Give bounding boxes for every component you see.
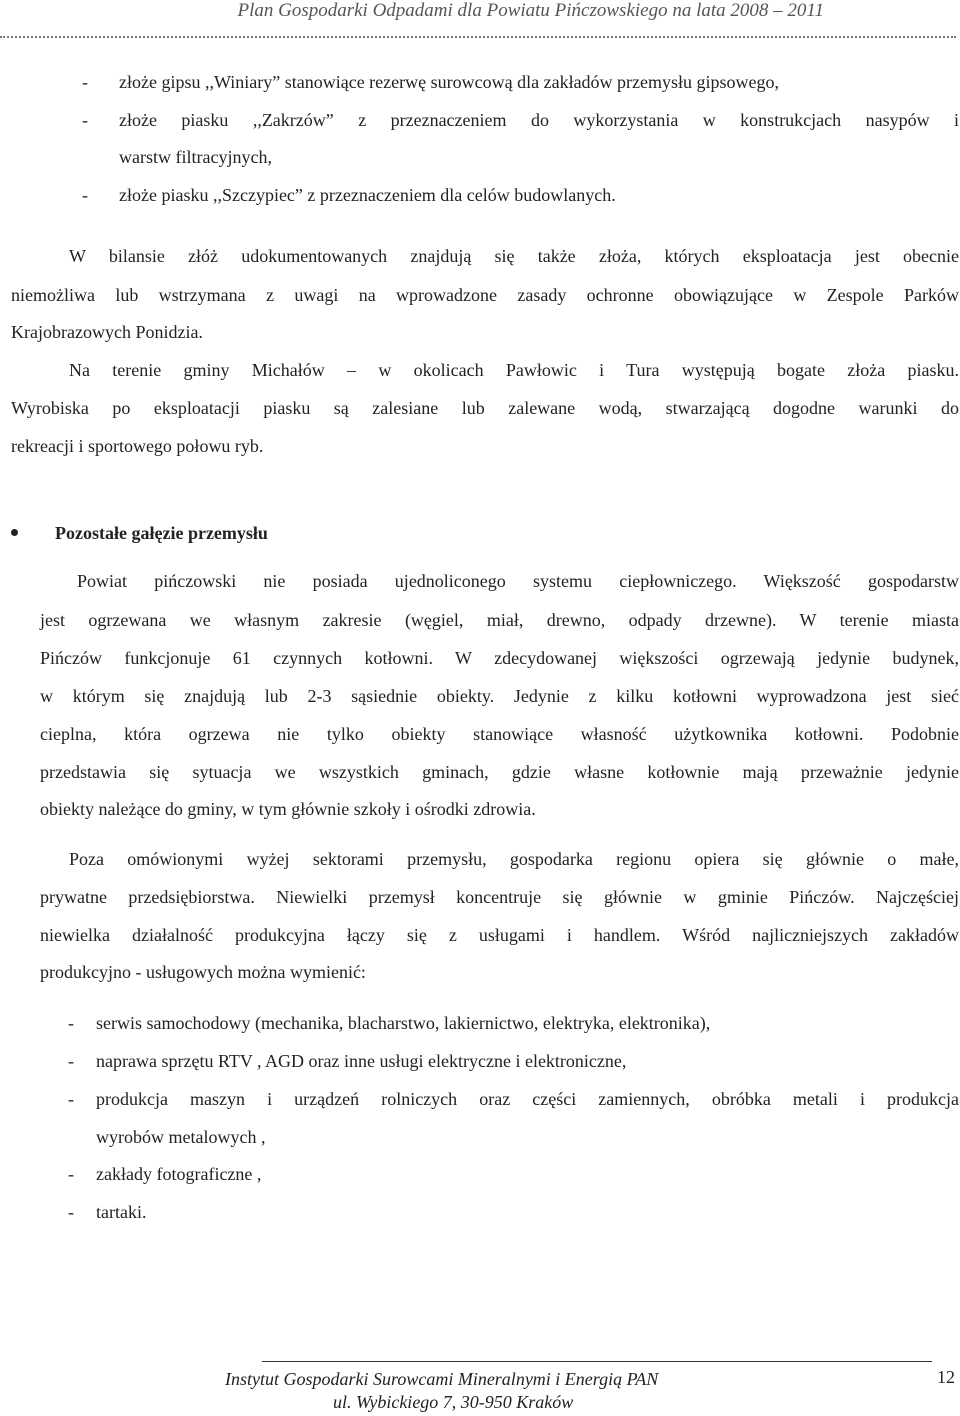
list-item-continuation: warstw filtracyjnych, — [119, 147, 272, 167]
section-heading: Pozostałe gałęzie przemysłu — [55, 523, 268, 543]
paragraph-line: Poza omówionymi wyżej sektorami przemysłu, gospodarka regionu opiera się głównie o małe, — [69, 849, 959, 869]
footer-address: ul. Wybickiego 7, 30-950 Kraków — [333, 1392, 574, 1412]
paragraph-line: W bilansie złóż udokumentowanych znajdują się także złoża, których eksploatacja jest obecnie — [69, 246, 959, 266]
list-dash: - — [68, 1051, 74, 1071]
list-item: tartaki. — [96, 1202, 147, 1222]
footer-divider — [262, 1361, 932, 1362]
list-item-continuation: wyrobów metalowych , — [96, 1127, 266, 1147]
page-header — [0, 0, 960, 28]
paragraph-line: produkcyjno - usługowych można wymienić: — [40, 962, 366, 982]
list-dash: - — [82, 110, 88, 130]
list-item: zakłady fotograficzne , — [96, 1164, 262, 1184]
list-item: serwis samochodowy (mechanika, blacharstwo, lakiernictwo, elektryka, elektronika), — [96, 1013, 711, 1033]
list-item: złoże gipsu ,,Winiary” stanowiące rezerwę surowcową dla zakładów przemysłu gipsowego, — [119, 72, 780, 92]
list-dash: - — [68, 1164, 74, 1184]
paragraph-line: Pińczów funkcjonuje 61 czynnych kotłowni. W zdecydowanej większości ogrzewają jedynie budynek, — [40, 648, 959, 668]
paragraph-line: w którym się znajdują lub 2-3 sąsiednie obiekty. Jedynie z kilku kotłowni wyprowadzona jest sieć — [40, 686, 959, 706]
list-dash: - — [82, 185, 88, 205]
paragraph-line: niemożliwa lub wstrzymana z uwagi na wprowadzone zasady ochronne obowiązujące w Zespole Parków — [11, 285, 959, 305]
list-item: naprawa sprzętu RTV , AGD oraz inne usługi elektryczne i elektroniczne, — [96, 1051, 627, 1071]
page-number: 12 — [937, 1367, 955, 1387]
paragraph-line: prywatne przedsiębiorstwa. Niewielki przemysł koncentruje się głównie w gminie Pińczów. Najczęściej — [40, 887, 959, 907]
list-dash: - — [68, 1013, 74, 1033]
list-dash: - — [82, 72, 88, 92]
list-dash: - — [68, 1089, 74, 1109]
paragraph-line: Powiat pińczowski nie posiada ujednoliconego systemu ciepłowniczego. Większość gospodarstw — [77, 571, 959, 591]
list-dash: - — [68, 1202, 74, 1222]
paragraph-line: Krajobrazowych Ponidzia. — [11, 322, 203, 342]
document-title: Plan Gospodarki Odpadami dla Powiatu Pińczowskiego na lata 2008 – 2011 — [237, 0, 824, 21]
paragraph-line: rekreacji i sportowego połowu ryb. — [11, 436, 264, 456]
bullet-icon — [11, 529, 18, 536]
footer-institute: Instytut Gospodarki Surowcami Mineralnymi i Energią PAN — [225, 1369, 659, 1389]
list-item: produkcja maszyn i urządzeń rolniczych oraz części zamiennych, obróbka metali i produkcja — [96, 1089, 959, 1109]
paragraph-line: niewielka działalność produkcyjna łączy się z usługami i handlem. Wśród najliczniejszych zakładów — [40, 925, 959, 945]
paragraph-line: Wyrobiska po eksploatacji piasku są zalesiane lub zalewane wodą, stwarzającą dogodne warunki do — [11, 398, 959, 418]
paragraph-line: Na terenie gminy Michałów – w okolicach Pawłowic i Tura występują bogate złoża piasku. — [69, 360, 959, 380]
paragraph-line: jest ogrzewana we własnym zakresie (węgiel, miał, drewno, odpady drzewne). W terenie miasta — [40, 610, 959, 630]
paragraph-line: przedstawia się sytuacja we wszystkich gminach, gdzie własne kotłownie mają przeważnie jedynie — [40, 762, 959, 782]
header-divider — [0, 36, 956, 38]
list-item: złoże piasku ,,Zakrzów” z przeznaczeniem do wykorzystania w konstrukcjach nasypów i — [119, 110, 959, 130]
paragraph-line: obiekty należące do gminy, w tym głównie szkoły i ośrodki zdrowia. — [40, 799, 536, 819]
paragraph-line: cieplna, która ogrzewa nie tylko obiekty stanowiące własność użytkownika kotłowni. Podobnie — [40, 724, 959, 744]
list-item: złoże piasku ,,Szczypiec” z przeznaczeniem dla celów budowlanych. — [119, 185, 616, 205]
